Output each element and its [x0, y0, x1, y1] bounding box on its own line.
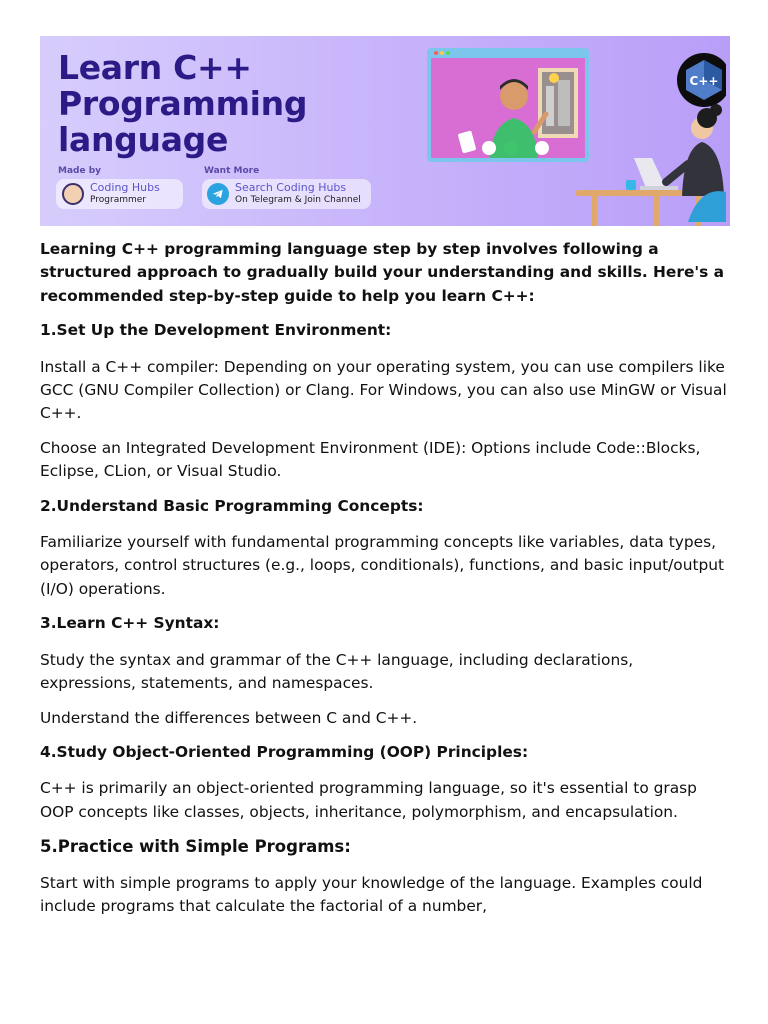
step2-paragraph-1: Familiarize yourself with fundamental programming concepts like variables, data types, operators, control structures (e.g., loops, conditionals), functions, and basic input/output (I/O) operations. — [40, 533, 725, 598]
author-avatar-icon — [62, 183, 84, 205]
telegram-line1: Search Coding Hubs — [235, 181, 347, 194]
step5-paragraph-1: Start with simple programs to apply your knowledge of the language. Examples could include programs that calculate the factorial of a number, — [40, 873, 703, 915]
step2-heading: 2.Understand Basic Programming Concepts: — [40, 496, 424, 515]
author-role: Programmer — [90, 195, 146, 205]
step4-heading: 4.Study Object-Oriented Programming (OOP) Principles: — [40, 742, 529, 761]
telegram-chip[interactable] — [202, 179, 371, 209]
article-body — [40, 238, 730, 929]
author-chip[interactable] — [56, 179, 183, 209]
step3-heading: 3.Learn C++ Syntax: — [40, 614, 220, 633]
step1-paragraph-1: Install a C++ compiler: Depending on your operating system, you can use compilers like GCC (GNU Compiler Collection) or Clang. For Windows, you can also use MinGW or Visual C++. — [40, 357, 727, 423]
programmer-illustration — [426, 46, 726, 226]
step3-paragraph-2: Understand the differences between C and C++. — [40, 708, 418, 727]
made-by-label: Made by — [58, 166, 102, 176]
intro-paragraph: Learning C++ programming language step by step involves following a structured approach to gradually build your understanding and skills. Here's a recommended step-by-step guide to help you learn C++: — [40, 240, 725, 305]
telegram-icon — [207, 183, 229, 205]
step1-heading: 1.Set Up the Development Environment: — [40, 321, 392, 340]
cpp-logo-text: C++ — [689, 74, 719, 88]
step5-heading: 5.Practice with Simple Programs: — [40, 837, 351, 857]
banner — [40, 36, 730, 226]
step3-paragraph-1: Study the syntax and grammar of the C++ language, including declarations, expressions, statements, and namespaces. — [40, 650, 634, 693]
step1-paragraph-2: Choose an Integrated Development Environment (IDE): Options include Code::Blocks, Eclipse, CLion, or Visual Studio. — [40, 438, 701, 481]
telegram-line2: On Telegram & Join Channel — [235, 195, 361, 205]
banner-title: Learn C++ Programming language — [58, 48, 308, 159]
step4-paragraph-1: C++ is primarily an object-oriented programming language, so it's essential to grasp OOP concepts like classes, objects, inheritance, polymorphism, and encapsulation. — [40, 779, 697, 821]
author-name: Coding Hubs — [90, 181, 160, 194]
want-more-label: Want More — [204, 166, 260, 176]
